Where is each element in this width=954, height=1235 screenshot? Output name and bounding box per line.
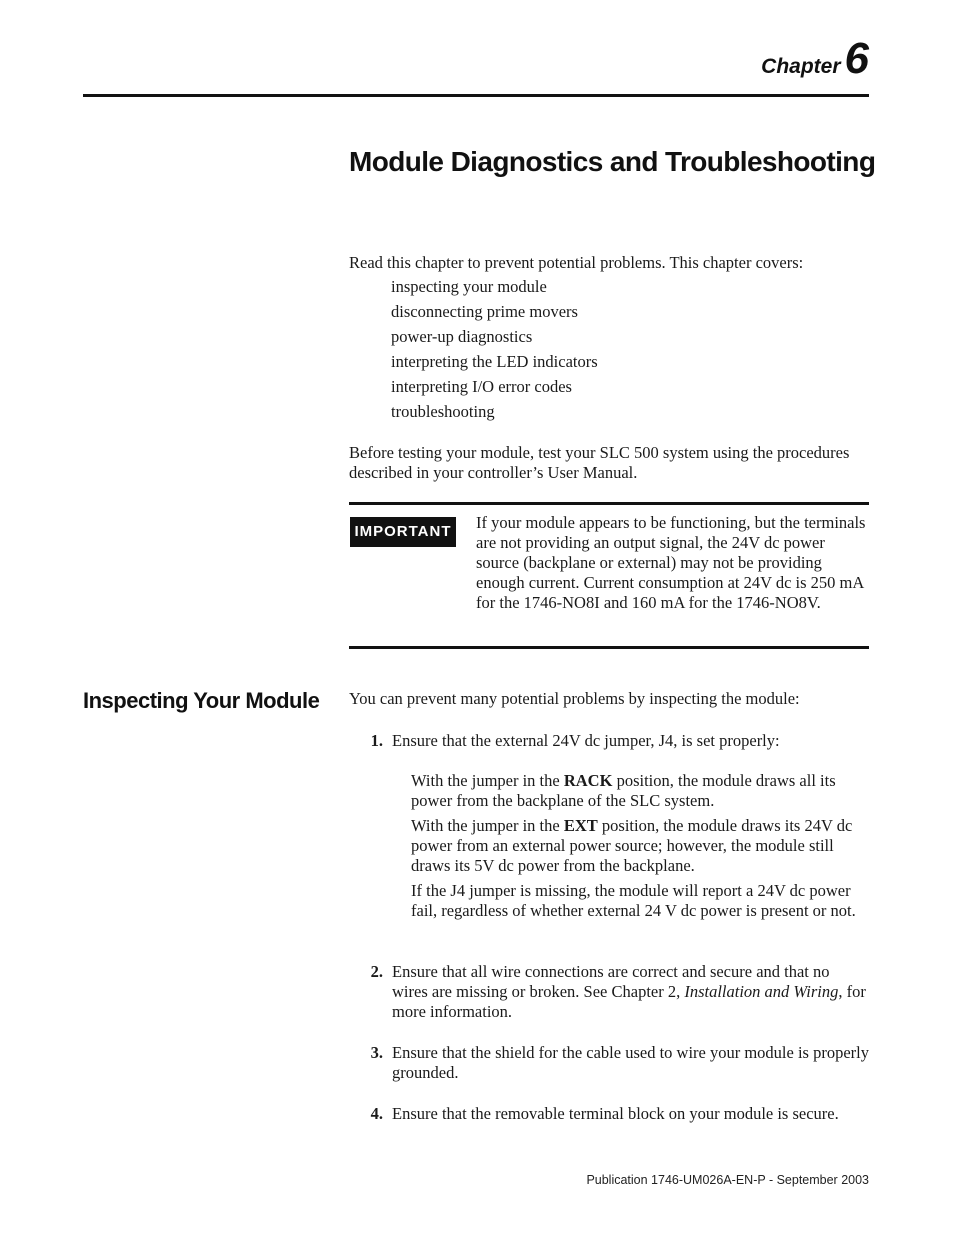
chapter-heading (761, 34, 869, 84)
list-item: inspecting your module (391, 277, 547, 296)
step-number: 1. (370, 731, 383, 750)
step-text: Ensure that all wire connections are correct and secure and that no wires are missing or broken. See Chapter 2, Installation and Wiring, for more information. (392, 962, 866, 1021)
list-item: troubleshooting (391, 402, 495, 421)
important-top-rule (349, 502, 869, 505)
list-item: interpreting I/O error codes (391, 377, 572, 396)
section-heading: Inspecting Your Module (83, 688, 320, 713)
step-number: 3. (370, 1043, 383, 1062)
before-testing-paragraph: Before testing your module, test your SLC 500 system using the procedures described in your controller’s User Manual. (349, 443, 850, 482)
step-number: 4. (370, 1104, 383, 1123)
ext-note: With the jumper in the EXT position, the module draws its 24V dc power from an external power source; however, the module still draws its 5V dc power from the backplane. (411, 816, 853, 875)
intro-paragraph: Read this chapter to prevent potential problems. This chapter covers: (349, 253, 804, 272)
page-title: Module Diagnostics and Troubleshooting (349, 146, 876, 177)
step-number: 2. (370, 962, 383, 981)
step-text: Ensure that the shield for the cable used to wire your module is properly grounded. (392, 1043, 869, 1082)
chapter-label: Chapter (761, 55, 841, 78)
important-text: If your module appears to be functioning, but the terminals are not providing an output signal, the 24V dc power source (backplane or external) may not be providing enough current. Current consumption at 24V dc is 250 mA for the 1746-NO8I and 160 mA for the 1746-NO8V. (476, 513, 866, 612)
chapter-reference: Installation and Wiring (684, 982, 839, 1001)
header-rule (83, 94, 869, 97)
step-text: Ensure that the external 24V dc jumper, J4, is set properly: (392, 731, 780, 750)
list-item: interpreting the LED indicators (391, 352, 598, 371)
important-badge: IMPORTANT (350, 517, 456, 547)
list-item: power-up diagnostics (391, 327, 533, 346)
covers-list (391, 277, 598, 427)
ext-keyword: EXT (563, 816, 598, 835)
important-bottom-rule (349, 646, 869, 649)
inspecting-intro: You can prevent many potential problems by inspecting the module: (349, 689, 800, 708)
rack-note: With the jumper in the RACK position, the module draws all its power from the backplane of the SLC system. (411, 771, 836, 810)
chapter-number: 6 (844, 34, 869, 83)
step-text: Ensure that the removable terminal block on your module is secure. (392, 1104, 839, 1123)
missing-jumper-note: If the J4 jumper is missing, the module will report a 24V dc power fail, regardless of whether external 24 V dc power is present or not. (411, 881, 856, 920)
publication-footer: Publication 1746-UM026A-EN-P - September 2003 (586, 1173, 869, 1187)
list-item: disconnecting prime movers (391, 302, 578, 321)
rack-keyword: RACK (563, 771, 613, 790)
